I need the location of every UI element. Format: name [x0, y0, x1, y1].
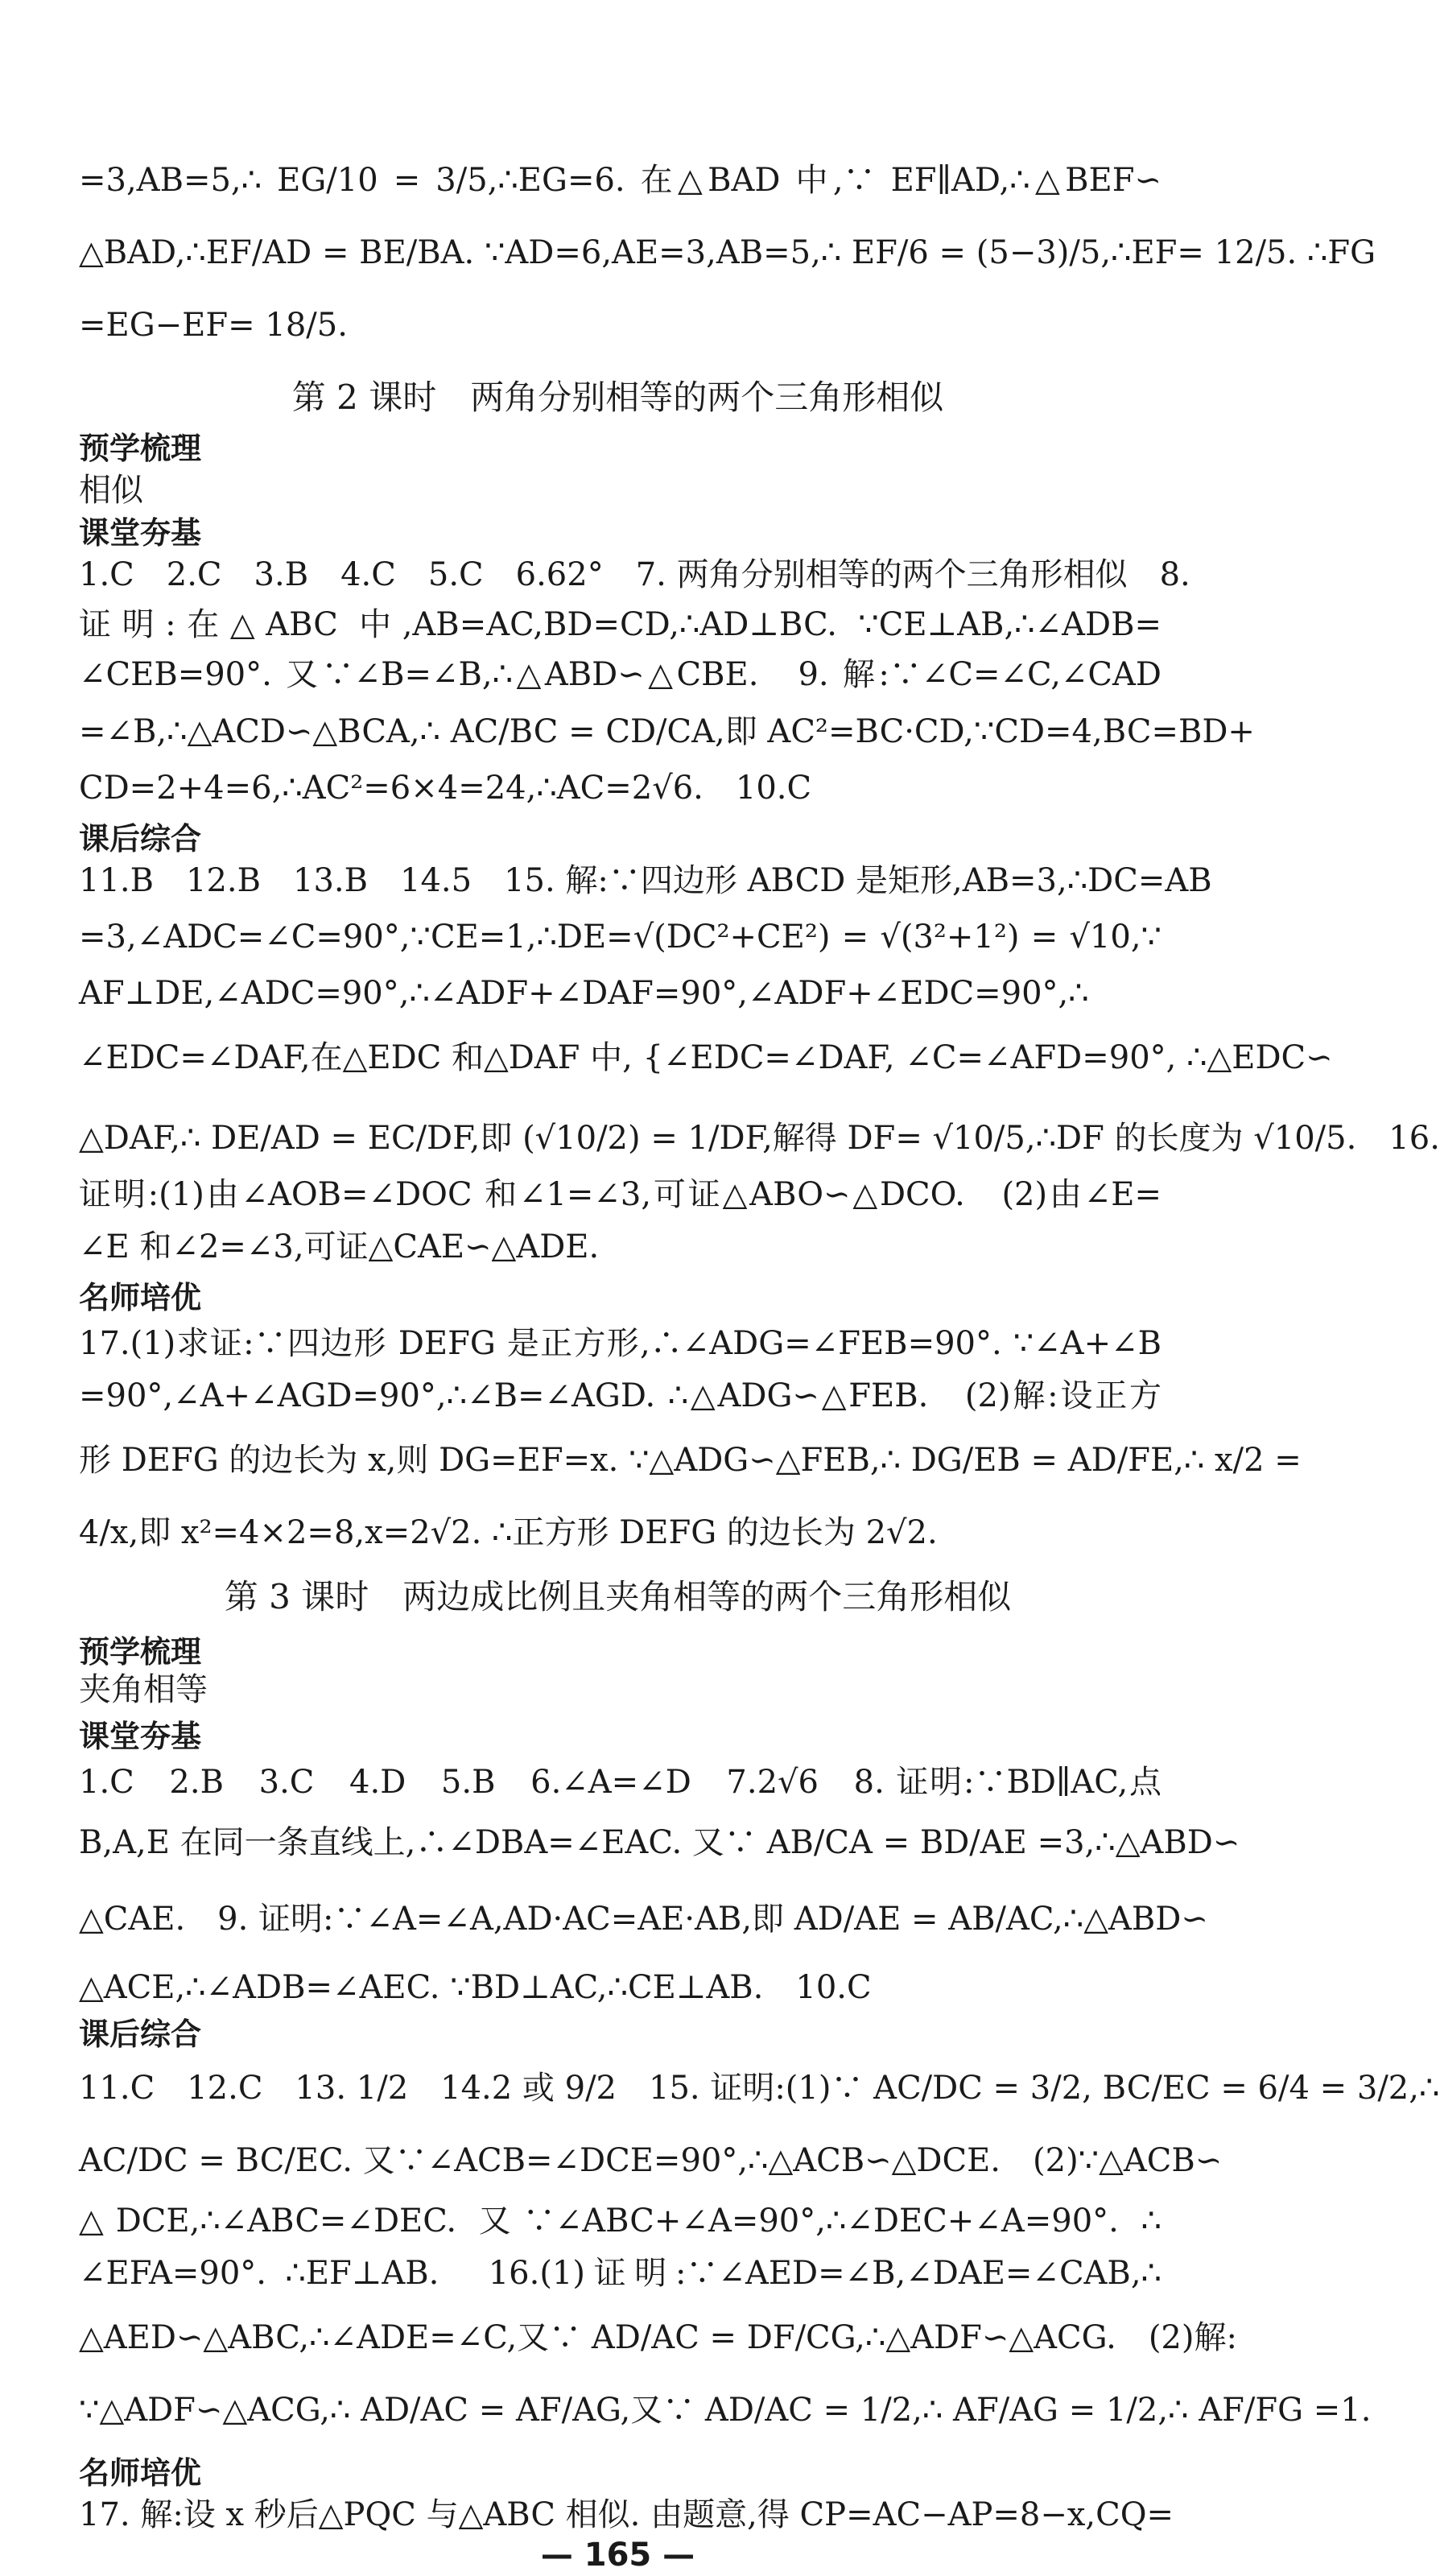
text-line: 17. 解:设 x 秒后△PQC 与△ABC 相似. 由题意,得 CP=AC−AP=8−x,CQ= — [79, 2496, 1174, 2533]
text-line: 17.(1)求证:∵四边形 DEFG 是正方形,∴∠ADG=∠FEB=90°. ∵∠A+∠B — [79, 1325, 1161, 1362]
text-line: ∠CEB=90°. 又∵∠B=∠B,∴△ABD∽△CBE. 9. 解:∵∠C=∠C,∠CAD — [79, 656, 1161, 693]
section-heading: 预学梳理 — [79, 1634, 202, 1670]
text-line: 1.C 2.B 3.C 4.D 5.B 6.∠A=∠D 7.2√6 8. 证明:∵BD∥AC,点 — [79, 1764, 1161, 1801]
section-title: 第 2 课时 两角分别相等的两个三角形相似 — [291, 378, 944, 417]
text-line: 4/x,即 x²=4×2=8,x=2√2. ∴正方形 DEFG 的边长为 2√2. — [79, 1514, 938, 1551]
text-line: =3,∠ADC=∠C=90°,∵CE=1,∴DE=√(DC²+CE²) = √(3²+1²) = √10,∵ — [79, 919, 1161, 956]
text-line: 1.C 2.C 3.B 4.C 5.C 6.62° 7. 两角分别相等的两个三角形相似 8. — [79, 556, 1190, 593]
section-heading: 名师培优 — [79, 1280, 202, 1315]
section-heading: 课堂夯基 — [79, 515, 202, 551]
text-line: 11.B 12.B 13.B 14.5 15. 解:∵四边形 ABCD 是矩形,AB=3,∴DC=AB — [79, 862, 1212, 899]
text-line: △ACE,∴∠ADB=∠AEC. ∵BD⊥AC,∴CE⊥AB. 10.C — [79, 1969, 872, 2006]
text-line: =90°,∠A+∠AGD=90°,∴∠B=∠AGD. ∴△ADG∽△FEB. (2)解:设正方 — [79, 1377, 1161, 1414]
text-line: △CAE. 9. 证明:∵∠A=∠A,AD·AC=AE·AB,即 AD/AE = AB/AC,∴△ABD∽ — [79, 1901, 1208, 1938]
text-line: =3,AB=5,∴ EG/10 = 3/5,∴EG=6. 在△BAD 中,∵ EF∥AD,∴△BEF∽ — [79, 162, 1161, 199]
text-line: 夹角相等 — [79, 1671, 208, 1708]
text-line: 11.C 12.C 13. 1/2 14.2 或 9/2 15. 证明:(1)∵ AC/DC = 3/2, BC/EC = 6/4 = 3/2,∴ — [79, 2070, 1440, 2107]
section-heading: 预学梳理 — [79, 431, 202, 466]
text-line: 形 DEFG 的边长为 x,则 DG=EF=x. ∵△ADG∽△FEB,∴ DG/EB = AD/FE,∴ x/2 = — [79, 1442, 1302, 1479]
page-number: — 165 — — [540, 2537, 695, 2574]
text-line: △DAF,∴ DE/AD = EC/DF,即 (√10/2) = 1/DF,解得 DF= √10/5,∴DF 的长度为 √10/5. 16. — [79, 1120, 1440, 1157]
text-line: △BAD,∴EF/AD = BE/BA. ∵AD=6,AE=3,AB=5,∴ EF/6 = (5−3)/5,∴EF= 12/5. ∴FG — [79, 234, 1376, 271]
section-heading: 名师培优 — [79, 2455, 202, 2491]
section-heading: 课后综合 — [79, 2017, 202, 2052]
text-line: △DCE,∴∠ABC=∠DEC. 又∵∠ABC+∠A=90°,∴∠DEC+∠A=90°. ∴ — [79, 2202, 1161, 2240]
text-line: =EG−EF= 18/5. — [79, 307, 348, 344]
text-line: 证明:在△ABC 中,AB=AC,BD=CD,∴AD⊥BC. ∵CE⊥AB,∴∠ADB= — [79, 606, 1161, 643]
section-heading: 课堂夯基 — [79, 1719, 202, 1754]
text-line: 证明:(1)由∠AOB=∠DOC 和∠1=∠3,可证△ABO∽△DCO. (2)由∠E= — [79, 1176, 1161, 1213]
text-line: CD=2+4=6,∴AC²=6×4=24,∴AC=2√6. 10.C — [79, 770, 812, 807]
text-line: △AED∽△ABC,∴∠ADE=∠C,又∵ AD/AC = DF/CG,∴△ADF∽△ACG. (2)解: — [79, 2319, 1237, 2356]
text-line: ∠EDC=∠DAF,在△EDC 和△DAF 中, {∠EDC=∠DAF, ∠C=∠AFD=90°, ∴△EDC∽ — [79, 1039, 1333, 1076]
text-line: B,A,E 在同一条直线上,∴∠DBA=∠EAC. 又∵ AB/CA = BD/AE =3,∴△ABD∽ — [79, 1824, 1240, 1861]
text-line: =∠B,∴△ACD∽△BCA,∴ AC/BC = CD/CA,即 AC²=BC·CD,∵CD=4,BC=BD+ — [79, 713, 1255, 750]
text-line: ∵△ADF∽△ACG,∴ AD/AC = AF/AG,又∵ AD/AC = 1/2,∴ AF/AG = 1/2,∴ AF/FG =1. — [79, 2392, 1372, 2429]
text-line: 相似 — [79, 472, 143, 509]
text-line: AF⊥DE,∠ADC=90°,∴∠ADF+∠DAF=90°,∠ADF+∠EDC=90°,∴ — [79, 975, 1089, 1012]
section-title: 第 3 课时 两边成比例且夹角相等的两个三角形相似 — [224, 1577, 1012, 1616]
text-line: AC/DC = BC/EC. 又∵∠ACB=∠DCE=90°,∴△ACB∽△DCE. (2)∵△ACB∽ — [79, 2142, 1223, 2179]
section-heading: 课后综合 — [79, 821, 202, 857]
text-line: ∠EFA=90°. ∴EF⊥AB. 16.(1)证明:∵∠AED=∠B,∠DAE=∠CAB,∴ — [79, 2255, 1161, 2292]
text-line: ∠E 和∠2=∠3,可证△CAE∽△ADE. — [79, 1228, 600, 1265]
